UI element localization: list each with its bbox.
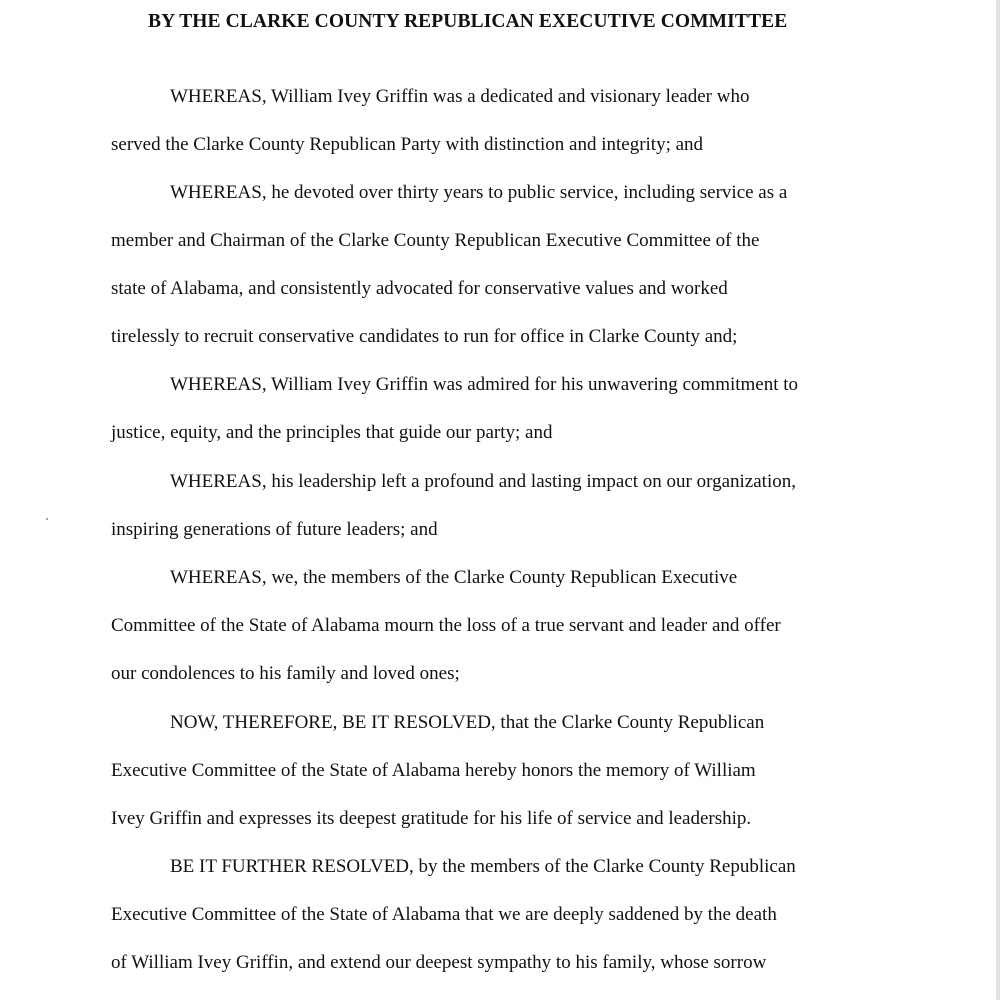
- paragraph-line: served the Clarke County Republican Party with distinction and integrity; and: [111, 134, 704, 155]
- paragraph-line: Committee of the State of Alabama mourn the loss of a true servant and leader and offer: [111, 615, 781, 636]
- paragraph-line: WHEREAS, William Ivey Griffin was a dedicated and visionary leader who: [170, 86, 750, 107]
- paragraph-line: WHEREAS, we, the members of the Clarke County Republican Executive: [170, 567, 738, 588]
- scan-speck: [46, 518, 48, 520]
- paragraph-line: justice, equity, and the principles that guide our party; and: [111, 422, 553, 443]
- paragraph-line: WHEREAS, he devoted over thirty years to public service, including service as a: [170, 182, 788, 203]
- paragraph-line: BE IT FURTHER RESOLVED, by the members of the Clarke County Republican: [170, 856, 796, 877]
- paragraph-line: WHEREAS, William Ivey Griffin was admired for his unwavering commitment to: [170, 374, 799, 395]
- paragraph-line: state of Alabama, and consistently advocated for conservative values and worked: [111, 278, 728, 299]
- paragraph-line: our condolences to his family and loved ones;: [111, 663, 460, 684]
- paragraph-line: Executive Committee of the State of Alabama that we are deeply saddened by the death: [111, 904, 777, 925]
- paragraph-line: inspiring generations of future leaders; and: [111, 519, 438, 540]
- paragraph-line: NOW, THEREFORE, BE IT RESOLVED, that the Clarke County Republican: [170, 712, 765, 733]
- paragraph-line: tirelessly to recruit conservative candidates to run for office in Clarke County and;: [111, 326, 738, 347]
- paragraph-line: member and Chairman of the Clarke County Republican Executive Committee of the: [111, 230, 760, 251]
- paragraph-line: Executive Committee of the State of Alabama hereby honors the memory of William: [111, 760, 756, 781]
- paragraph-line: Ivey Griffin and expresses its deepest gratitude for his life of service and leadership.: [111, 808, 752, 829]
- paragraph-line: WHEREAS, his leadership left a profound and lasting impact on our organization,: [170, 471, 796, 492]
- document-heading: BY THE CLARKE COUNTY REPUBLICAN EXECUTIVE COMMITTEE: [148, 11, 788, 32]
- paragraph-line: of William Ivey Griffin, and extend our deepest sympathy to his family, whose sorrow: [111, 952, 767, 973]
